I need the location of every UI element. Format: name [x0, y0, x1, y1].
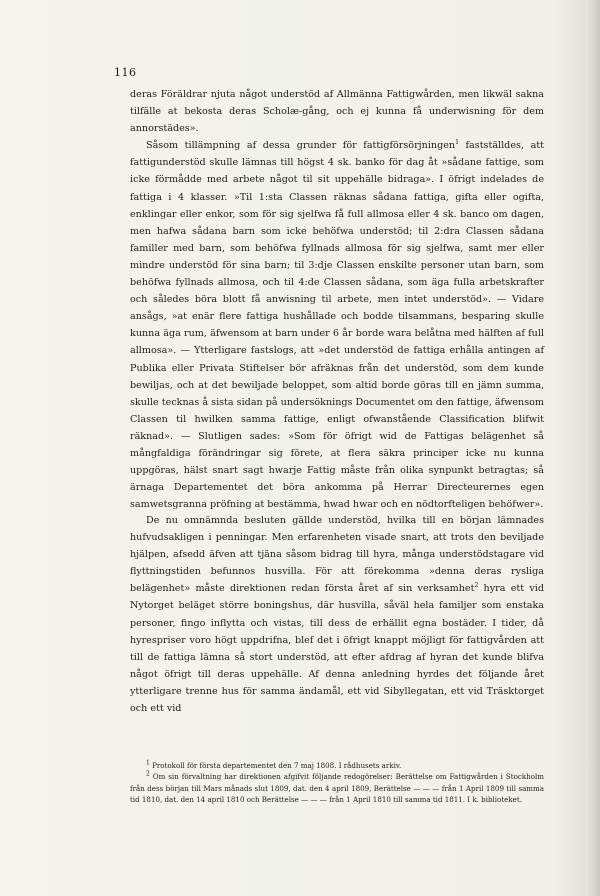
page-number: 116: [114, 66, 137, 79]
paragraph-housing: [130, 512, 544, 717]
paragraph-text: Såsom tillämpning af dessa grunder för fattigförsörjningen: [146, 140, 456, 152]
paragraph-text: fastställdes, att fattigunderstöd skulle lämnas till högst 4 sk. banko för dag åt »sådane fattige, som icke förmådde med arbete något til sit uppehälle bidraga». I öfrigt indelades de fattiga i 4 klasser. »Til 1:sta Classen räknas sådana fattiga, gifta eller ogifta, enklingar eller enkor, som för sig sjelfwa få full allmosa eller 4 sk. banco om dagen, men hafwa sådana barn som icke behöfwa understöd; til 2:dra Classen sådana familler med barn, som behöfwa fyllnads allmosa för sig sjelfwa, samt mer eller mindre understöd för sina barn; til 3:dje Classen enskilte personer utan barn, som behöfwa fyllnads allmosa, och til 4:de Classen sådana, som äga fulla arbetskrafter och således böra blott få anwisning til arbete, men intet understöd». — Vidare ansågs, »at enär flere fattiga hushållade och bodde tilsammans, besparing skulle kunna äga rum, äfwensom at barn under 6 år borde wara belåtna med hälften af full allmosa». — Ytterligare fastslogs, att »det understöd de fattiga erhålla antingen af Publika eller Privata Stiftelser bör afräknas från det understöd, som dem kunde bewiljas, och at det bewiljade beloppet, som altid borde göras till en jämn summa, skulle tecknas å sista sidan på undersöknings Documentet om den fattige, äfwensom Classen til hwilken samma fattige, enligt ofwanstående Classification blifwit räknad». — Slutligen sades: »Som för öfrigt wid de Fattigas belägenhet så mångfaldiga förändringar sig företе, at flera säkra principer icke nu kunna uppgöras, hälst snart sagt hwarje Fattig måste från olika synpunkt betragtas; så ärnaga Departementet det böra ankomma på Herrar Directeurernes egen samwetsgranna pröfning at bestämma, hwad hwar och en nödtorfteligen behöfwer».: [130, 140, 544, 511]
paragraph-continuation: deras Föräldrar njuta något understöd af Allmänna Fattigwården, men likwäl sakna tilfälle at bekosta deras Scholæ-gång, och ej kunna få underwisning för dem annorstädes».: [130, 89, 544, 135]
footnote-mark: 1: [146, 759, 150, 767]
footnote-mark: 2: [146, 771, 150, 779]
footnote-reference: 1: [455, 139, 459, 147]
text-block-lower: [130, 512, 544, 717]
paragraph-text: De nu omnämnda besluten gällde understöd, hvilka till en början lämnades hufvudsakligen i penningar. Men erfarenheten visade snart, att trots den beviljade hjälpen, afsedd äfven att tjäna såsom bidrag till hyra, många understödstagare vid flyttningstiden befunnos husvilla. För att förekomma »denna deras rysliga belägenhet» måste direktionen redan första året af sin verksamhet: [130, 515, 544, 595]
paragraph-text: hyra ett vid Nytorget beläget större boningshus, där husvilla, såväl hela familjer som enstaka personer, fingo inflytta och vistas, till dess de erhällit egna bostäder. I tider, då hyrespriser voro högt uppdrifna, blef det i öfrigt knappt möjligt för fattigvården att till de fattiga lämna så stort understöd, att efter afdrag af hyran det kunde blifva något öfrigt till deras uppehälle. Af denna anledning hyrdes det följande året ytterligare trenne hus för samma ändamål, ett vid Sibyllegatan, ett vid Träsktorget och ett vid: [130, 583, 544, 715]
page-edge-shadow: [586, 0, 600, 896]
footnotes: [130, 760, 544, 806]
text-block-upper: [130, 86, 544, 513]
paragraph-principles: [130, 137, 544, 513]
footnote-reference: 2: [474, 582, 479, 590]
footnote-text: Protokoll för första departementet den 7 maj 1808. I rådhusets arkiv.: [149, 761, 402, 770]
footnote-text: Om sin förvaltning har direktionen afgifvit följande redogörelser: Berättelse om Fattigwården i Stockholm från dess början till Mars månads slut 1809, dat. den 4 april 1809, Berättelse — — — från 1 April 1809 till samma tid 1810, dat. den 14 april 1810 och Berättelse — — — från 1 April 1810 till samma tid 1811. I k. biblioteket.: [130, 772, 544, 805]
footnote-1: [130, 760, 544, 771]
footnote-2: [130, 771, 544, 805]
